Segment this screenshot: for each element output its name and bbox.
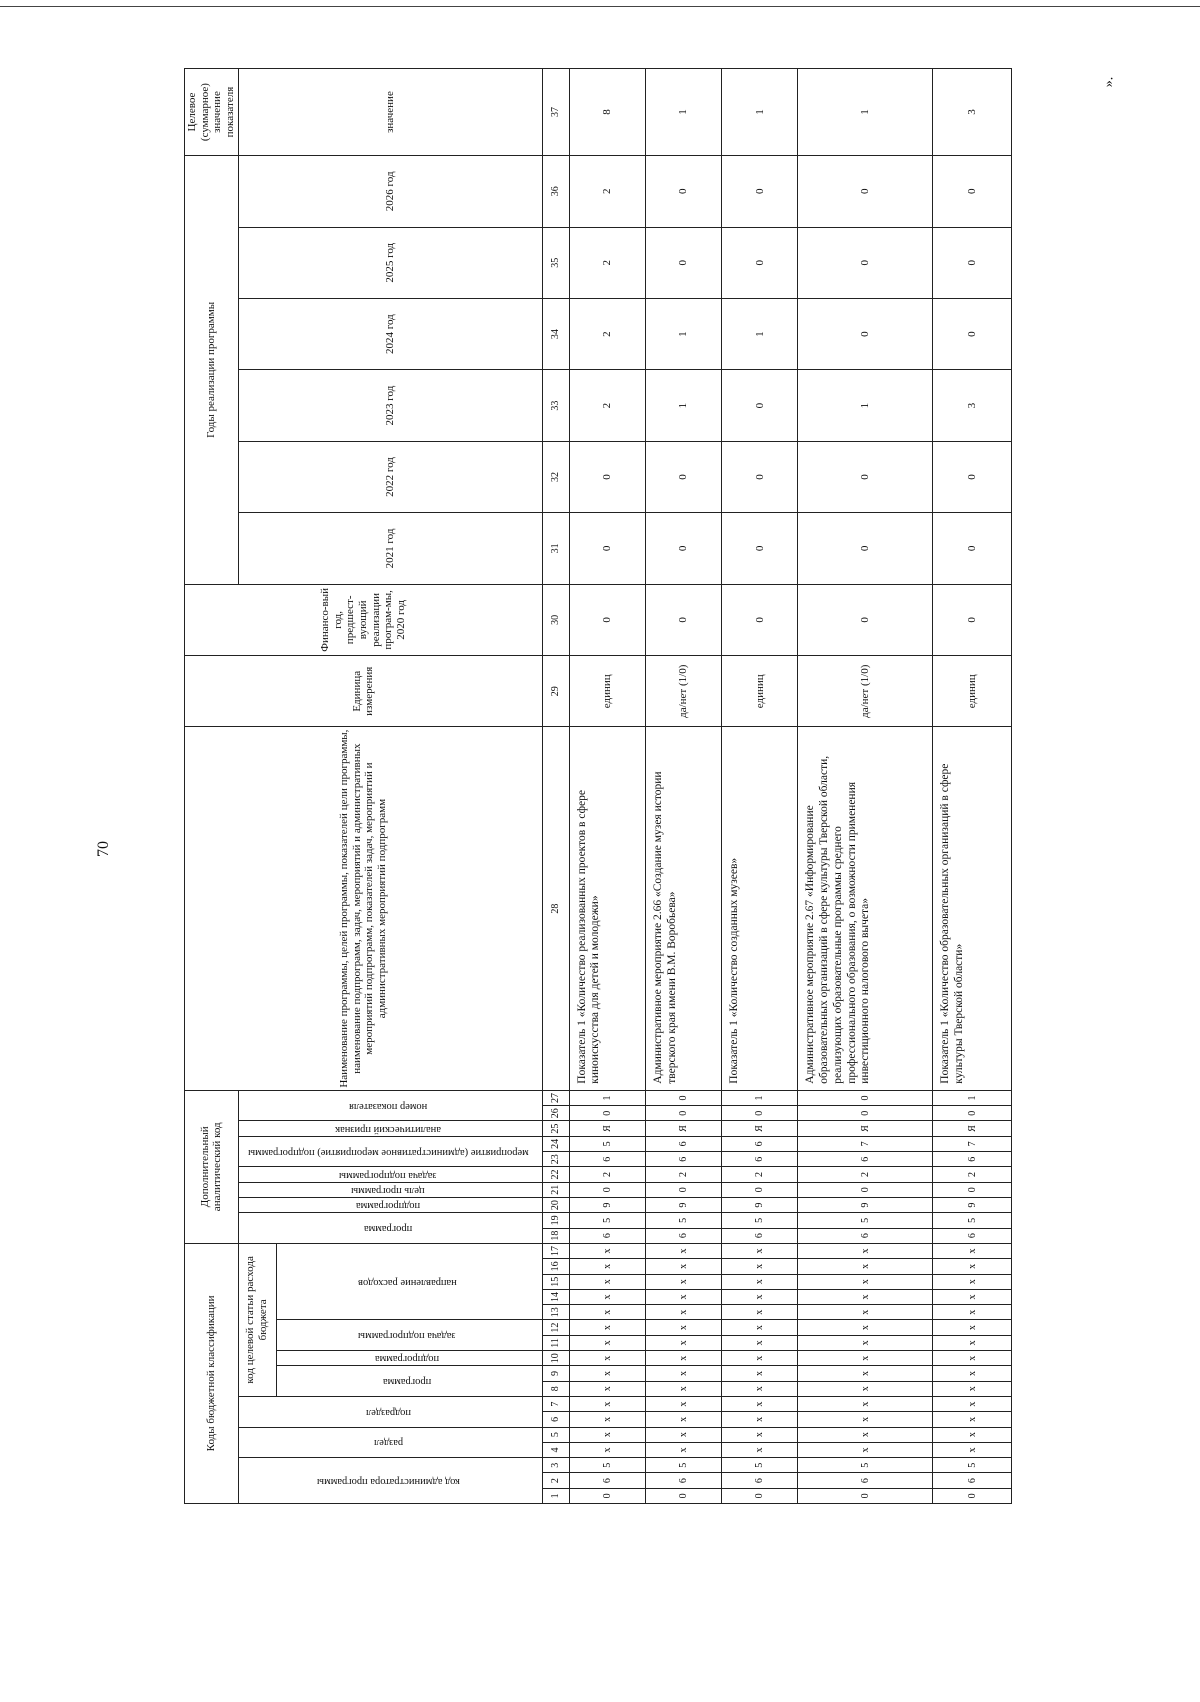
value-cell: 0 — [721, 441, 797, 512]
code-cell: 5 — [569, 1213, 645, 1228]
code-cell: 0 — [721, 1106, 797, 1121]
table-row — [721, 69, 797, 1504]
code-cell: 0 — [569, 1106, 645, 1121]
value-cell: 2 — [569, 227, 645, 298]
column-number: 12 — [542, 1320, 569, 1335]
column-number: 19 — [542, 1213, 569, 1228]
code-cell: 1 — [721, 1090, 797, 1105]
code-cell: х — [798, 1427, 933, 1442]
row-description: Показатель 1 «Количество реализованных проектов в сфере киноискусства для детей и молодежи» — [569, 727, 645, 1090]
code-cell: 1 — [569, 1090, 645, 1105]
code-cell: х — [645, 1396, 721, 1411]
code-cell: 2 — [933, 1167, 1012, 1182]
header-impl-years: Годы реализации программы — [185, 156, 239, 585]
code-cell: х — [645, 1274, 721, 1289]
code-cell: х — [798, 1442, 933, 1457]
code-cell: х — [721, 1396, 797, 1411]
column-number: 27 — [542, 1090, 569, 1105]
code-cell: 2 — [645, 1167, 721, 1182]
code-cell: х — [721, 1366, 797, 1381]
column-number: 33 — [542, 370, 569, 441]
page-number: 70 — [95, 841, 112, 857]
value-cell: 0 — [933, 227, 1012, 298]
code-cell: х — [798, 1412, 933, 1427]
code-cell: х — [721, 1320, 797, 1335]
code-cell: Я — [933, 1121, 1012, 1136]
code-cell: х — [569, 1427, 645, 1442]
column-number: 28 — [542, 727, 569, 1090]
code-cell: Я — [721, 1121, 797, 1136]
code-cell: х — [933, 1366, 1012, 1381]
code-cell: х — [933, 1396, 1012, 1411]
code-cell: х — [569, 1289, 645, 1304]
value-cell: 0 — [933, 513, 1012, 584]
header-additional-code: Дополнительный аналитический код — [185, 1090, 239, 1243]
value-cell: 0 — [798, 298, 933, 369]
code-cell: 5 — [798, 1213, 933, 1228]
code-cell: х — [721, 1381, 797, 1396]
code-cell: 7 — [933, 1136, 1012, 1151]
value-cell: 0 — [721, 227, 797, 298]
code-cell: 0 — [645, 1106, 721, 1121]
code-cell: х — [645, 1351, 721, 1366]
code-cell: 0 — [933, 1182, 1012, 1197]
column-number-row — [542, 69, 569, 1504]
header-add-subprogram: подпрограмма — [238, 1197, 542, 1212]
code-cell: 0 — [569, 1488, 645, 1503]
column-number: 22 — [542, 1167, 569, 1182]
column-number: 4 — [542, 1442, 569, 1457]
code-cell: х — [798, 1289, 933, 1304]
code-cell: 6 — [645, 1228, 721, 1243]
code-cell: 5 — [645, 1213, 721, 1228]
code-cell: х — [721, 1289, 797, 1304]
column-number: 35 — [542, 227, 569, 298]
header-program: программа — [276, 1366, 542, 1397]
column-number: 18 — [542, 1228, 569, 1243]
code-cell: 0 — [933, 1488, 1012, 1503]
code-cell: х — [721, 1335, 797, 1350]
code-cell: 6 — [645, 1136, 721, 1151]
row-description: Показатель 1 «Количество созданных музеев» — [721, 727, 797, 1090]
code-cell: 6 — [569, 1152, 645, 1167]
code-cell: х — [645, 1427, 721, 1442]
table-row — [569, 69, 645, 1504]
code-cell: 5 — [569, 1458, 645, 1473]
code-cell: х — [798, 1381, 933, 1396]
header-add-program: программа — [238, 1213, 542, 1244]
value-cell: 0 — [645, 441, 721, 512]
column-number: 13 — [542, 1305, 569, 1320]
code-cell: х — [721, 1412, 797, 1427]
code-cell: 0 — [798, 1182, 933, 1197]
code-cell: Я — [798, 1121, 933, 1136]
row-unit: единиц — [933, 656, 1012, 727]
header-name: Наименование программы, целей программы, показателей цели программы, наименование подпрограмм, задач, мероприятий и административных мероприятий подпрограмм, показателей задач, мероприятий и административных мероприятий подпрограмм — [185, 727, 543, 1090]
code-cell: х — [569, 1366, 645, 1381]
code-cell: х — [798, 1351, 933, 1366]
row-unit: да/нет (1/0) — [798, 656, 933, 727]
code-cell: х — [721, 1243, 797, 1258]
code-cell: х — [569, 1335, 645, 1350]
value-cell: 2 — [569, 370, 645, 441]
code-cell: х — [933, 1289, 1012, 1304]
header-2026: 2026 год — [238, 156, 542, 227]
code-cell: х — [645, 1289, 721, 1304]
code-cell: х — [569, 1274, 645, 1289]
code-cell: х — [569, 1381, 645, 1396]
value-cell: 1 — [721, 298, 797, 369]
code-cell: 5 — [721, 1458, 797, 1473]
code-cell: 9 — [721, 1197, 797, 1212]
header-admin-code: код администратора программы — [238, 1458, 542, 1504]
code-cell: х — [933, 1412, 1012, 1427]
code-cell: х — [798, 1335, 933, 1350]
code-cell: 0 — [798, 1488, 933, 1503]
value-cell: 1 — [798, 370, 933, 441]
column-number: 14 — [542, 1289, 569, 1304]
row-unit: единиц — [569, 656, 645, 727]
code-cell: х — [645, 1366, 721, 1381]
value-cell: 0 — [569, 441, 645, 512]
code-cell: Я — [569, 1121, 645, 1136]
code-cell: х — [798, 1305, 933, 1320]
value-cell: 0 — [933, 584, 1012, 655]
column-number: 10 — [542, 1351, 569, 1366]
column-number: 25 — [542, 1121, 569, 1136]
code-cell: 6 — [721, 1152, 797, 1167]
column-number: 20 — [542, 1197, 569, 1212]
value-cell: 0 — [933, 441, 1012, 512]
code-cell: 9 — [933, 1197, 1012, 1212]
header-target-code: код целевой статьи расхода бюджета — [238, 1243, 276, 1396]
code-cell: 6 — [798, 1228, 933, 1243]
code-cell: 6 — [721, 1473, 797, 1488]
code-cell: 0 — [798, 1090, 933, 1105]
value-cell: 0 — [721, 370, 797, 441]
row-unit: да/нет (1/0) — [645, 656, 721, 727]
code-cell: х — [569, 1305, 645, 1320]
code-cell: х — [721, 1259, 797, 1274]
code-cell: 5 — [933, 1458, 1012, 1473]
header-2024: 2024 год — [238, 298, 542, 369]
closing-quote-mark: ». — [1100, 76, 1116, 88]
code-cell: х — [798, 1366, 933, 1381]
value-cell: 0 — [645, 156, 721, 227]
header-2022: 2022 год — [238, 441, 542, 512]
header-budget-codes: Коды бюджетной классификации — [185, 1243, 239, 1503]
row-unit: единиц — [721, 656, 797, 727]
value-cell: 0 — [645, 513, 721, 584]
value-cell: 0 — [798, 584, 933, 655]
code-cell: х — [569, 1259, 645, 1274]
column-number: 29 — [542, 656, 569, 727]
value-cell: 3 — [933, 370, 1012, 441]
code-cell: 0 — [569, 1182, 645, 1197]
header-expense-direction: направление расходов — [276, 1243, 542, 1320]
code-cell: х — [721, 1442, 797, 1457]
row-description: Показатель 1 «Количество образовательных организаций в сфере культуры Тверской области» — [933, 727, 1012, 1090]
code-cell: 0 — [798, 1106, 933, 1121]
code-cell: 6 — [569, 1228, 645, 1243]
code-cell: 5 — [798, 1458, 933, 1473]
value-cell: 0 — [721, 584, 797, 655]
code-cell: х — [721, 1274, 797, 1289]
header-indicator-number: номер показателя — [238, 1090, 542, 1121]
code-cell: х — [721, 1427, 797, 1442]
code-cell: Я — [645, 1121, 721, 1136]
code-cell: 9 — [645, 1197, 721, 1212]
code-cell: 6 — [645, 1152, 721, 1167]
code-cell: х — [933, 1335, 1012, 1350]
header-measure: мероприятие (административное мероприятие) подпрограммы — [238, 1136, 542, 1167]
value-cell: 0 — [645, 584, 721, 655]
row-description: Административное мероприятие 2.67 «Информирование образовательных организаций в сфере культуры Тверской области, реализующих образовательные программы среднего профессионального образования, о возможности применения инвестиционного налогового вычета» — [798, 727, 933, 1090]
header-subsection: подраздел — [238, 1396, 542, 1427]
code-cell: х — [933, 1243, 1012, 1258]
table-row — [798, 69, 933, 1504]
row-description: Административное мероприятие 2.66 «Создание музея истории тверского края имени В.М. Воробьева» — [645, 727, 721, 1090]
column-number: 17 — [542, 1243, 569, 1258]
code-cell: 0 — [933, 1106, 1012, 1121]
code-cell: 0 — [721, 1488, 797, 1503]
code-cell: 6 — [798, 1152, 933, 1167]
value-cell: 1 — [721, 69, 797, 156]
table-row — [933, 69, 1012, 1504]
indicator-table-sheet — [184, 68, 1012, 1504]
code-cell: х — [569, 1442, 645, 1457]
program-indicator-table — [184, 68, 1012, 1504]
code-cell: 0 — [645, 1488, 721, 1503]
value-cell: 0 — [721, 513, 797, 584]
code-cell: х — [933, 1381, 1012, 1396]
code-cell: х — [569, 1412, 645, 1427]
code-cell: 0 — [645, 1182, 721, 1197]
code-cell: 1 — [933, 1090, 1012, 1105]
code-cell: х — [798, 1320, 933, 1335]
code-cell: 9 — [569, 1197, 645, 1212]
code-cell: 2 — [798, 1167, 933, 1182]
code-cell: 5 — [721, 1213, 797, 1228]
column-number: 34 — [542, 298, 569, 369]
code-cell: 0 — [721, 1182, 797, 1197]
code-cell: х — [798, 1396, 933, 1411]
code-cell: х — [933, 1427, 1012, 1442]
code-cell: х — [569, 1396, 645, 1411]
column-number: 15 — [542, 1274, 569, 1289]
header-value: значение — [238, 69, 542, 156]
code-cell: х — [798, 1259, 933, 1274]
value-cell: 3 — [933, 69, 1012, 156]
code-cell: 0 — [645, 1090, 721, 1105]
value-cell: 2 — [569, 298, 645, 369]
code-cell: х — [933, 1274, 1012, 1289]
value-cell: 0 — [645, 227, 721, 298]
code-cell: 6 — [933, 1473, 1012, 1488]
column-number: 26 — [542, 1106, 569, 1121]
code-cell: 5 — [569, 1136, 645, 1151]
column-number: 1 — [542, 1488, 569, 1503]
header-subprogram-task: задача подпрограммы — [276, 1320, 542, 1351]
column-number: 23 — [542, 1152, 569, 1167]
code-cell: 6 — [721, 1136, 797, 1151]
value-cell: 0 — [569, 513, 645, 584]
column-number: 24 — [542, 1136, 569, 1151]
code-cell: х — [645, 1243, 721, 1258]
code-cell: х — [933, 1305, 1012, 1320]
code-cell: х — [645, 1381, 721, 1396]
code-cell: 6 — [645, 1473, 721, 1488]
code-cell: 2 — [721, 1167, 797, 1182]
column-number: 36 — [542, 156, 569, 227]
column-number: 11 — [542, 1335, 569, 1350]
header-2025: 2025 год — [238, 227, 542, 298]
code-cell: 6 — [933, 1152, 1012, 1167]
header-2021: 2021 год — [238, 513, 542, 584]
header-program-goal: цель программы — [238, 1182, 542, 1197]
value-cell: 1 — [645, 370, 721, 441]
code-cell: х — [933, 1442, 1012, 1457]
value-cell: 0 — [798, 156, 933, 227]
column-number: 7 — [542, 1396, 569, 1411]
column-number: 2 — [542, 1473, 569, 1488]
code-cell: х — [645, 1335, 721, 1350]
header-target: Целевое (суммарное) значение показателя — [185, 69, 239, 156]
code-cell: х — [569, 1320, 645, 1335]
code-cell: 6 — [933, 1228, 1012, 1243]
header-section: раздел — [238, 1427, 542, 1458]
value-cell: 0 — [933, 298, 1012, 369]
code-cell: х — [645, 1259, 721, 1274]
header-subprogram: подпрограмма — [276, 1351, 542, 1366]
column-number: 16 — [542, 1259, 569, 1274]
header-unit: Единица измерения — [185, 656, 543, 727]
code-cell: х — [645, 1412, 721, 1427]
header-base-year: Финансо-вый год, предшест-вующий реализации програм-мы, 2020 год — [185, 584, 543, 655]
code-cell: х — [721, 1351, 797, 1366]
column-number: 30 — [542, 584, 569, 655]
value-cell: 0 — [798, 227, 933, 298]
column-number: 3 — [542, 1458, 569, 1473]
page-top-rule — [0, 6, 1200, 7]
value-cell: 0 — [569, 584, 645, 655]
value-cell: 1 — [645, 69, 721, 156]
code-cell: х — [569, 1243, 645, 1258]
header-analytic-sign: аналитический признак — [238, 1121, 542, 1136]
value-cell: 8 — [569, 69, 645, 156]
code-cell: х — [569, 1351, 645, 1366]
code-cell: х — [798, 1243, 933, 1258]
code-cell: 2 — [569, 1167, 645, 1182]
table-row — [645, 69, 721, 1504]
column-number: 32 — [542, 441, 569, 512]
table-body — [542, 69, 1011, 1504]
value-cell: 1 — [645, 298, 721, 369]
code-cell: 6 — [569, 1473, 645, 1488]
value-cell: 2 — [569, 156, 645, 227]
column-number: 8 — [542, 1381, 569, 1396]
code-cell: х — [933, 1259, 1012, 1274]
code-cell: х — [798, 1274, 933, 1289]
code-cell: х — [645, 1305, 721, 1320]
value-cell: 0 — [798, 441, 933, 512]
code-cell: х — [721, 1305, 797, 1320]
value-cell: 1 — [798, 69, 933, 156]
code-cell: х — [645, 1320, 721, 1335]
code-cell: 6 — [798, 1473, 933, 1488]
code-cell: х — [933, 1320, 1012, 1335]
value-cell: 0 — [933, 156, 1012, 227]
column-number: 5 — [542, 1427, 569, 1442]
code-cell: 5 — [645, 1458, 721, 1473]
code-cell: х — [933, 1351, 1012, 1366]
value-cell: 0 — [721, 156, 797, 227]
column-number: 9 — [542, 1366, 569, 1381]
column-number: 6 — [542, 1412, 569, 1427]
code-cell: 9 — [798, 1197, 933, 1212]
code-cell: х — [645, 1442, 721, 1457]
column-number: 31 — [542, 513, 569, 584]
code-cell: 7 — [798, 1136, 933, 1151]
column-number: 21 — [542, 1182, 569, 1197]
value-cell: 0 — [798, 513, 933, 584]
header-2023: 2023 год — [238, 370, 542, 441]
code-cell: 6 — [721, 1228, 797, 1243]
code-cell: 5 — [933, 1213, 1012, 1228]
column-number: 37 — [542, 69, 569, 156]
header-add-subprogram-task: задача подпрограммы — [238, 1167, 542, 1182]
